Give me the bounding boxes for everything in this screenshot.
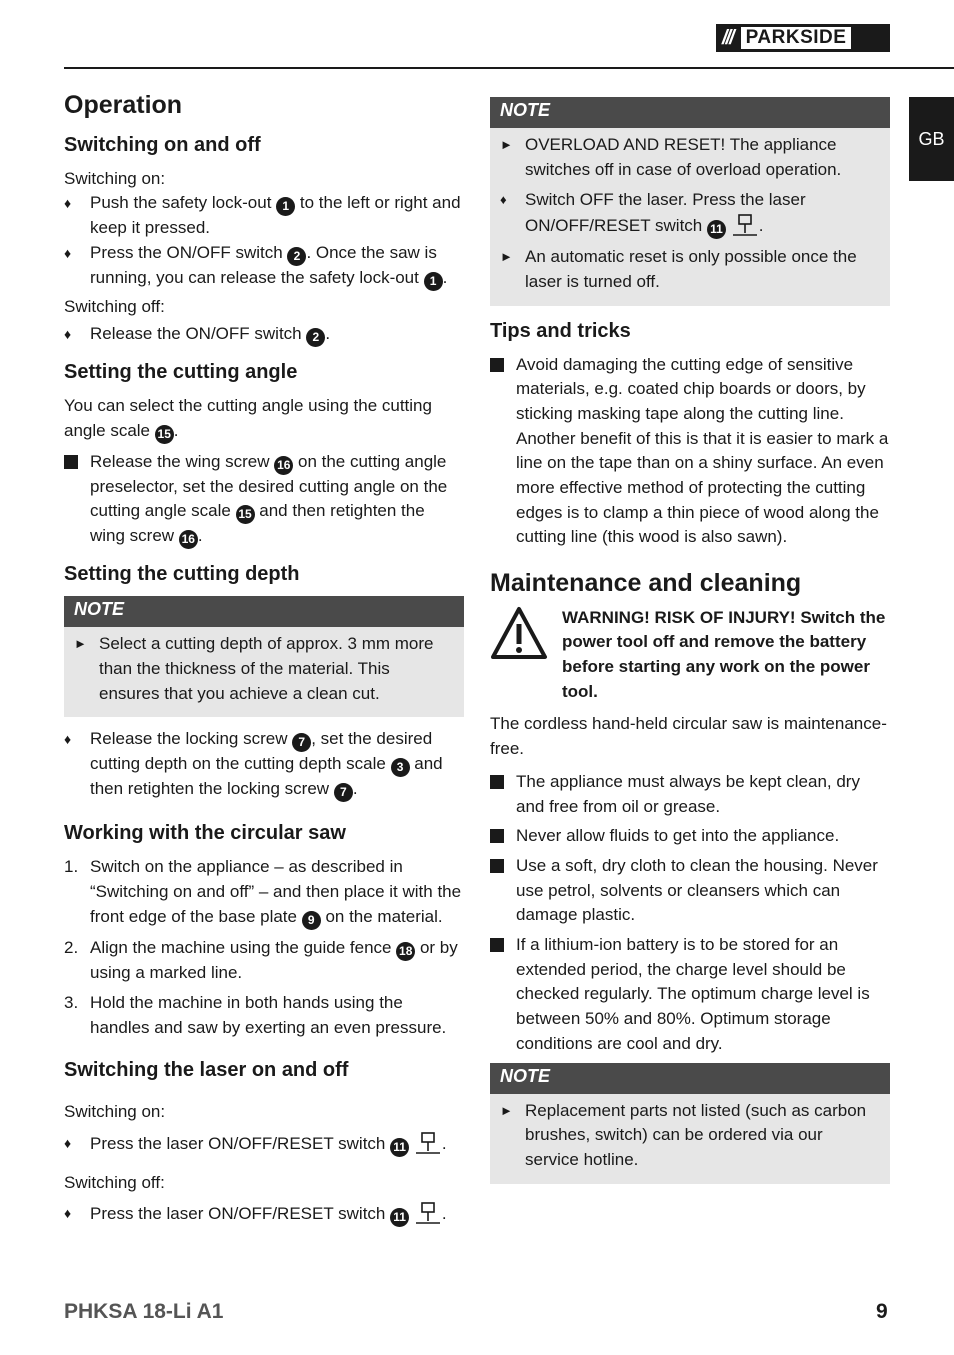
- arrow-bullet-icon: ►: [500, 137, 513, 152]
- callout-number: 16: [179, 530, 198, 549]
- diamond-bullet-icon: ♦: [64, 1205, 72, 1222]
- callout-number: 1: [276, 197, 295, 216]
- note-item: ► Select a cutting depth of approx. 3 mm more than the thickness of the material. This ensures that you achieve a clean cut.: [74, 634, 434, 703]
- laser-on-list: [64, 1131, 464, 1157]
- list-item: If a lithium-ion battery is to be stored for an extended period, the charge level should be checked regularly. The optimum charge level is between 50% and 80%. Optimum storage conditions are cool and dry.: [490, 933, 890, 1057]
- square-bullet-icon: [490, 775, 504, 789]
- warning-triangle-icon: [490, 606, 548, 660]
- list-item: ♦ Release the locking screw 7 , set the desired cutting depth on the cutting depth scale 3 and then retighten the locking screw 7 .: [64, 727, 464, 802]
- note-label: NOTE: [490, 97, 890, 128]
- arrow-bullet-icon: ►: [500, 249, 513, 265]
- callout-number: 7: [334, 783, 353, 802]
- callout-number: 2: [306, 328, 325, 347]
- note-box: [490, 1063, 890, 1184]
- laser-on-label: Switching on:: [64, 1101, 166, 1121]
- maintenance-intro: The cordless hand-held circular saw is maintenance-free.: [490, 714, 887, 759]
- heading-tips: Tips and tricks: [490, 319, 631, 342]
- callout-number: 11: [390, 1138, 409, 1157]
- list-item: ♦ Push the safety lock-out 1 to the left or right and keep it pressed.: [64, 193, 461, 238]
- step-item: 1. Switch on the appliance – as described in “Switching on and off” – and then place it with the front edge of the base plate 9 on the material.: [64, 855, 464, 929]
- logo-slashes: ///: [722, 26, 733, 49]
- footer-model: PHKSA 18-Li A1: [64, 1300, 224, 1323]
- switching-off-label: Switching off:: [64, 297, 165, 316]
- switching-on-label: Switching on:: [64, 168, 166, 188]
- step-item: 3. Hold the machine in both hands using the handles and saw by exerting an even pressure.: [64, 993, 447, 1038]
- section-title-maintenance: Maintenance and cleaning: [490, 569, 802, 598]
- arrow-bullet-icon: ►: [500, 1102, 513, 1118]
- square-bullet-icon: [490, 938, 504, 952]
- step-item: 2. Align the machine using the guide fence 18 or by using a marked line.: [64, 937, 458, 982]
- callout-number: 15: [236, 505, 255, 524]
- logo-brand: PARKSIDE: [741, 27, 852, 49]
- working-steps: [64, 855, 464, 1041]
- list-item: ♦ Press the ON/OFF switch 2 . Once the saw is running, you can release the safety lock-out 1 .: [64, 241, 464, 291]
- square-bullet-icon: [490, 358, 504, 372]
- cutting-angle-list: [64, 450, 464, 550]
- list-item: Use a soft, dry cloth to clean the housing. Never use petrol, solvents or cleansers which can damage plastic.: [490, 854, 890, 928]
- callout-number: 7: [292, 733, 311, 752]
- diamond-bullet-icon: ♦: [64, 245, 72, 261]
- list-item: ♦ Press the laser ON/OFF/RESET switch 11 .: [64, 1131, 464, 1157]
- cutting-angle-intro: You can select the cutting angle using the cutting angle scale 15 .: [64, 394, 464, 444]
- heading-cutting-angle: Setting the cutting angle: [64, 360, 298, 383]
- laser-switch-icon: [414, 1201, 442, 1225]
- page-number: 9: [876, 1300, 888, 1323]
- heading-laser: Switching the laser on and off: [64, 1058, 349, 1081]
- arrow-bullet-icon: ►: [74, 636, 87, 652]
- note-box: [64, 596, 464, 717]
- laser-off-label: Switching off:: [64, 1172, 165, 1192]
- list-item: The appliance must always be kept clean, dry and free from oil or grease.: [490, 770, 890, 819]
- warning-block: [490, 606, 890, 705]
- diamond-bullet-icon: ♦: [64, 731, 72, 748]
- diamond-bullet-icon: ♦: [500, 192, 507, 208]
- callout-number: 15: [155, 425, 174, 444]
- switching-on-list: [64, 191, 464, 291]
- list-item: ♦ Press the laser ON/OFF/RESET switch 11 .: [64, 1201, 464, 1227]
- list-item: Never allow fluids to get into the appliance.: [490, 824, 890, 849]
- callout-number: 3: [391, 758, 410, 777]
- parkside-logo: [716, 24, 890, 52]
- callout-number: 18: [396, 942, 415, 961]
- note-label: NOTE: [64, 596, 464, 627]
- callout-number: 9: [302, 911, 321, 930]
- laser-switch-icon: [414, 1131, 442, 1155]
- heading-working: Working with the circular saw: [64, 822, 346, 845]
- heading-cutting-depth: Setting the cutting depth: [64, 563, 300, 586]
- cutting-depth-list: [64, 727, 464, 802]
- laser-off-list: [64, 1201, 464, 1227]
- list-item: Avoid damaging the cutting edge of sensitive materials, e.g. coated chip boards or doors, by sticking masking tape along the cutting line. Another benefit of this is that it is easier to mark a line on the tape than on a shiny surface. An even more effective method of protecting the cutting edges is to clamp a thin piece of wood along the cutting line (this wood is also sawn).: [490, 353, 890, 551]
- callout-number: 16: [274, 456, 293, 475]
- laser-switch-icon: [731, 213, 759, 237]
- section-title-operation: Operation: [64, 91, 183, 119]
- callout-number: 11: [707, 220, 726, 239]
- left-column: [64, 92, 464, 1232]
- diamond-bullet-icon: ♦: [64, 325, 72, 342]
- note-item: ♦ Switch OFF the laser. Press the laser ON/OFF/RESET switch 11 .: [500, 188, 880, 239]
- note-item: ► An automatic reset is only possible once the laser is turned off.: [500, 247, 857, 291]
- note-box: [490, 97, 890, 306]
- maintenance-list: [490, 770, 890, 1057]
- callout-number: 11: [390, 1208, 409, 1227]
- right-column: [490, 97, 890, 1194]
- square-bullet-icon: [490, 829, 504, 843]
- square-bullet-icon: [490, 859, 504, 873]
- callout-number: 1: [424, 272, 443, 291]
- note-item: ► OVERLOAD AND RESET! The appliance switches off in case of overload operation.: [500, 135, 842, 179]
- heading-switching: Switching on and off: [64, 133, 261, 156]
- list-item: ♦ Release the ON/OFF switch 2 .: [64, 322, 464, 347]
- tips-list: [490, 353, 890, 551]
- square-bullet-icon: [64, 455, 78, 469]
- diamond-bullet-icon: ♦: [64, 195, 72, 212]
- warning-text: WARNING! RISK OF INJURY! Switch the power tool off and remove the battery before starting any work on the power tool.: [562, 607, 886, 701]
- language-tab: GB: [909, 97, 954, 181]
- switching-off-list: [64, 322, 464, 347]
- list-item: Release the wing screw 16 on the cutting angle preselector, set the desired cutting angle on the cutting angle scale 15 and then retighten the wing screw 16 .: [64, 450, 464, 550]
- callout-number: 2: [287, 247, 306, 266]
- header-rule: [64, 67, 954, 69]
- note-label: NOTE: [490, 1063, 890, 1094]
- diamond-bullet-icon: ♦: [64, 1134, 72, 1151]
- note-item: ► Replacement parts not listed (such as carbon brushes, switch) can be ordered via our service hotline.: [500, 1100, 867, 1169]
